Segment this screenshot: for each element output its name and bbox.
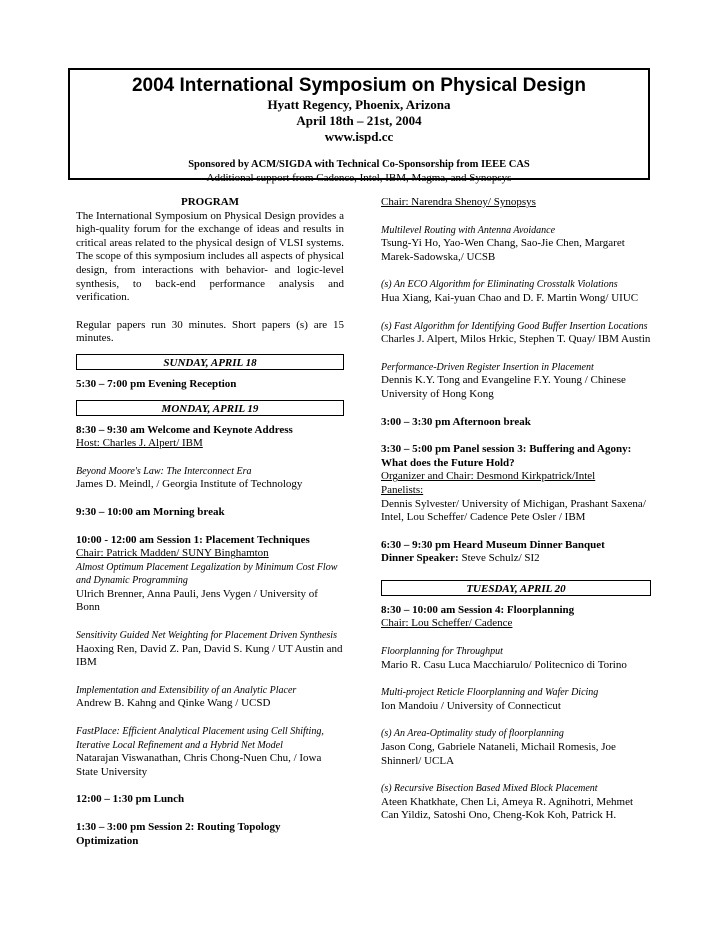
paper-title: (s) Recursive Bisection Based Mixed Block Placement [381,783,598,795]
sponsors: Sponsored by ACM/SIGDA with Technical Co-Sponsorship from IEEE CAS [188,159,530,170]
session1-chair: Chair: Patrick Madden/ SUNY Binghamton [76,547,269,560]
panelists: Dennis Sylvester/ University of Michigan, Prashant Saxena/ Intel, Lou Scheffer/ Cadence Pete Osler / IBM [381,497,646,524]
panel-title: 3:30 – 5:00 pm Panel session 3: Buffering and Agony: What does the Future Hold? [381,443,632,469]
keynote-talk-title: Beyond Moore's Law: The Interconnect Era [76,465,252,477]
session2-title: 1:30 – 3:00 pm Session 2: Routing Topology Optimization [76,821,281,847]
paper-authors: Jason Cong, Gabriele Nataneli, Michail Romesis, Joe Shinnerl/ UCLA [381,741,616,767]
lunch: 12:00 – 1:30 pm Lunch [76,793,185,806]
day-header-sunday: SUNDAY, APRIL 18 [76,354,344,370]
venue: Hyatt Regency, Phoenix, Arizona [267,97,451,112]
paper-title: Performance-Driven Register Insertion in Placement [381,361,594,373]
paper-authors: Andrew B. Kahng and Qinke Wang / UCSD [76,697,271,710]
banquet-title: 6:30 – 9:30 pm Heard Museum Dinner Banquet [381,538,605,551]
session4-chair: Chair: Lou Scheffer/ Cadence [381,617,513,630]
header-box [68,68,650,184]
paper-authors: Ulrich Brenner, Anna Pauli, Jens Vygen / University of Bonn [76,587,318,614]
paper-title: Sensitivity Guided Net Weighting for Placement Driven Synthesis [76,630,337,642]
paper-authors: Ion Mandoiu / University of Connecticut [381,699,561,712]
afternoon-break: 3:00 – 3:30 pm Afternoon break [381,415,531,428]
day-header-monday: MONDAY, APRIL 19 [76,400,344,416]
keynote-host: Host: Charles J. Alpert/ IBM [76,437,203,450]
paper-authors: Hua Xiang, Kai-yuan Chao and D. F. Martin Wong/ UIUC [381,291,639,304]
paper-title: Floorplanning for Throughput [381,646,503,658]
paper-authors: Ateen Khatkhate, Chen Li, Ameya R. Agnihotri, Mehmet Can Yildiz, Satoshi Ono, Cheng-Kok Koh, Patrick H. [381,795,634,822]
paper-title: (s) An Area-Optimality study of floorplanning [381,728,564,740]
paper-authors: Natarajan Viswanathan, Chris Chong-Nuen Chu, / Iowa State University [76,752,322,778]
paper-authors: Tsung-Yi Ho, Yao-Wen Chang, Sao-Jie Chen, Margaret Marek-Sadowska,/ UCSB [381,237,625,263]
paper-title: FastPlace: Efficient Analytical Placement using Cell Shifting, Iterative Local Refinement and a Hybrid Net Model [76,726,324,751]
paper-authors: Mario R. Casu Luca Macchiarulo/ Politecnico di Torino [381,658,627,671]
keynote-title: 8:30 – 9:30 am Welcome and Keynote Address [76,423,293,436]
evening-reception: 5:30 – 7:00 pm Evening Reception [76,377,237,390]
paper-authors: Haoxing Ren, David Z. Pan, David S. Kung / UT Austin and IBM [76,642,343,669]
keynote-speaker: James D. Meindl, / Georgia Institute of Technology [76,478,303,491]
symposium-title: 2004 International Symposium on Physical Design [131,75,587,96]
session4-title: 8:30 – 10:00 am Session 4: Floorplanning [381,603,575,616]
website-url: www.ispd.cc [324,129,394,144]
paper-title: (s) An ECO Algorithm for Eliminating Crosstalk Violations [381,279,618,291]
panel-organizer: Organizer and Chair: Desmond Kirkpatrick/Intel [381,470,596,483]
paper-length-note: Regular papers run 30 minutes. Short papers (s) are 15 minutes. [76,318,344,345]
session2-chair: Chair: Narendra Shenoy/ Synopsys [381,196,536,208]
additional-support: Additional support from Cadence, Intel, IBM, Magma, and Synopsys [206,172,512,184]
session1-title: 10:00 - 12:00 am Session 1: Placement Techniques [76,533,310,546]
dinner-speaker-label: Dinner Speaker: [381,552,459,565]
dinner-speaker: Steve Schulz/ SI2 [458,552,540,565]
day-header-tuesday: TUESDAY, APRIL 20 [381,580,651,596]
program-heading: PROGRAM [180,196,240,208]
paper-title: Multi-project Reticle Floorplanning and Wafer Dicing [381,687,599,699]
left-column [76,196,344,848]
paper-title: Multilevel Routing with Antenna Avoidance [381,224,556,236]
banquet-speaker-line [381,552,651,566]
dates: April 18th – 21st, 2004 [296,113,422,128]
right-column [381,196,651,823]
paper-title: Almost Optimum Placement Legalization by Minimum Cost Flow and Dynamic Programming [76,561,338,587]
paper-title: Implementation and Extensibility of an Analytic Placer [76,684,297,696]
paper-authors: Charles J. Alpert, Milos Hrkic, Stephen T. Quay/ IBM Austin [381,333,651,346]
paper-authors: Dennis K.Y. Tong and Evangeline F.Y. Young / Chinese University of Hong Kong [381,374,626,400]
program-intro: The International Symposium on Physical Design provides a high-quality forum for the exchange of ideas and results in critical areas related to the physical design of VLSI systems. The scope of this symposium includes all aspects of physical design, from interactions with behavior- and logic-level synthesis, to back-end performance analysis and verification. [76,209,344,304]
paper-title: (s) Fast Algorithm for Identifying Good Buffer Insertion Locations [381,320,648,332]
morning-break: 9:30 – 10:00 am Morning break [76,505,225,518]
panelists-label: Panelists: [381,483,424,496]
